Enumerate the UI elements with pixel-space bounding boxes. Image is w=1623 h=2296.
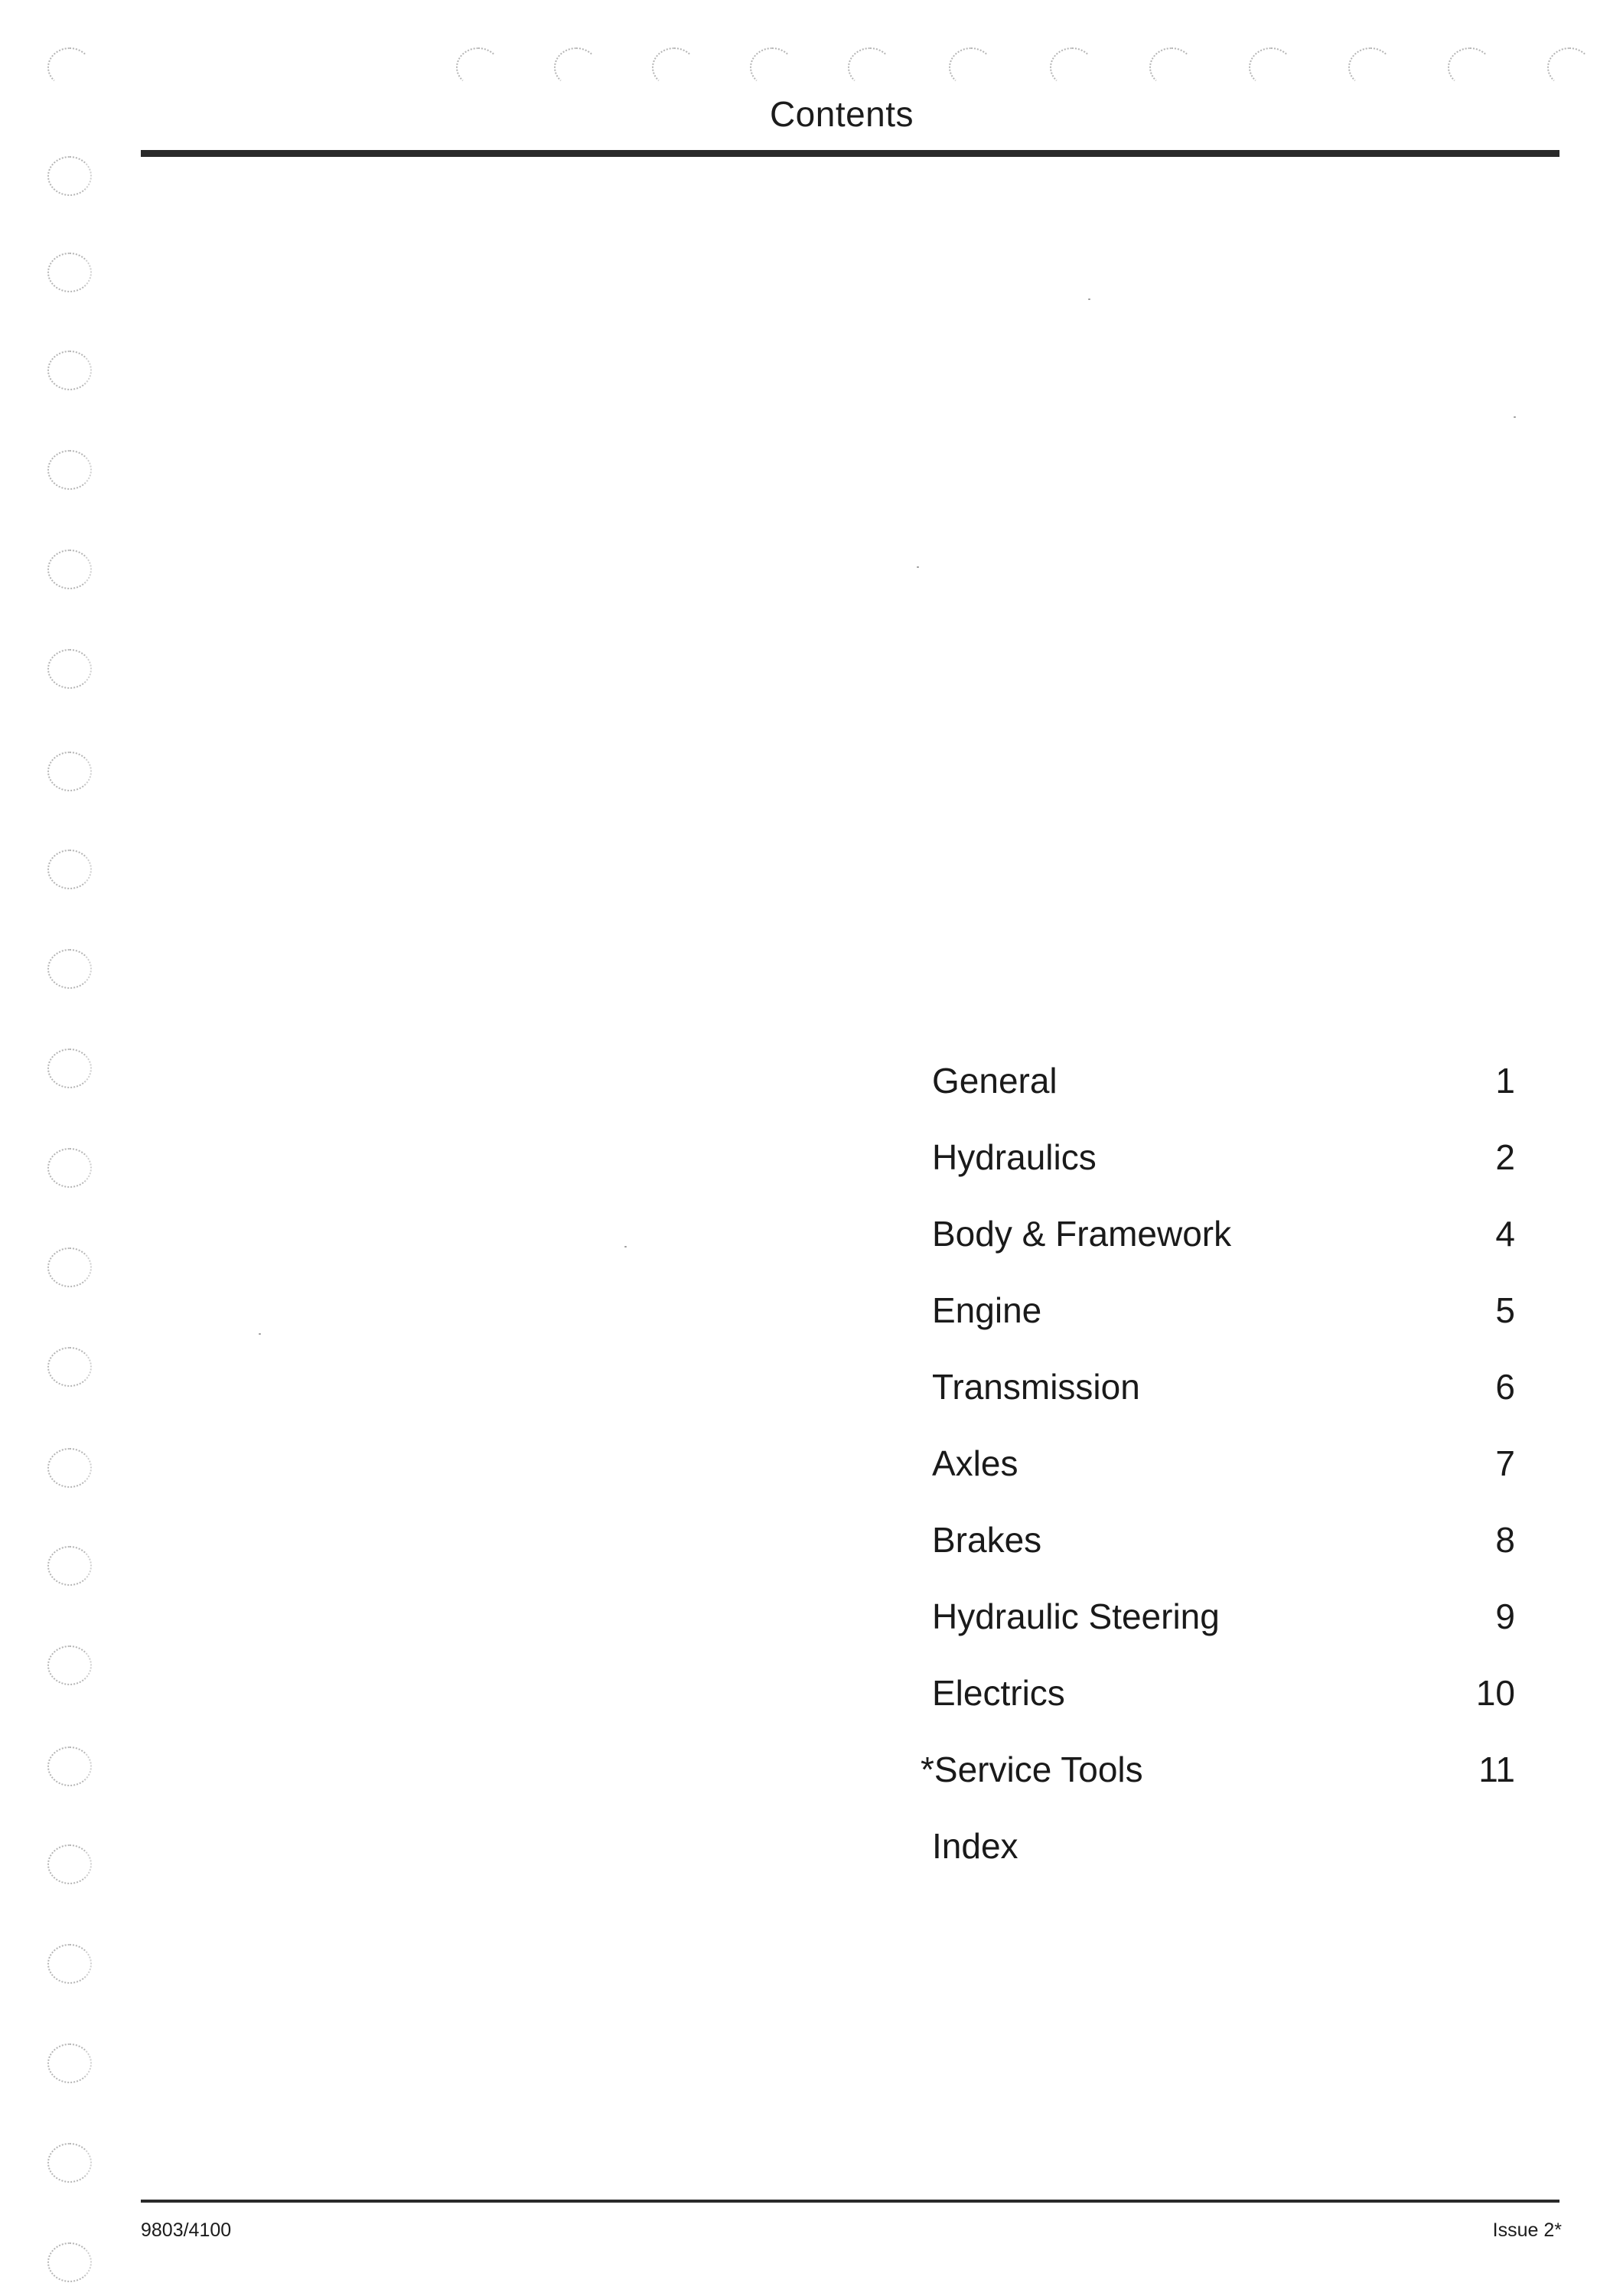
document-number: 9803/4100 bbox=[141, 2219, 232, 2241]
punch-hole-left bbox=[47, 850, 92, 889]
section-number: 8 bbox=[1495, 1520, 1515, 1560]
issue-label: Issue 2* bbox=[1492, 2219, 1562, 2241]
punch-hole-top bbox=[848, 47, 892, 87]
section-title: Brakes bbox=[932, 1520, 1042, 1560]
punch-hole-left bbox=[47, 1944, 92, 1984]
punch-hole-left bbox=[47, 550, 92, 589]
punch-hole-left bbox=[47, 156, 92, 196]
contents-list bbox=[918, 1042, 1515, 1884]
contents-entry-index bbox=[918, 1808, 1515, 1884]
punch-hole-left bbox=[47, 949, 92, 989]
punch-hole-top bbox=[47, 47, 92, 87]
scan-speck bbox=[1088, 298, 1090, 300]
section-number: 6 bbox=[1495, 1367, 1515, 1407]
section-title: Body & Framework bbox=[932, 1214, 1232, 1254]
section-number: 11 bbox=[1478, 1750, 1515, 1789]
page-title: Contents bbox=[769, 94, 914, 134]
section-number: 10 bbox=[1475, 1673, 1515, 1713]
section-title: Electrics bbox=[932, 1673, 1065, 1713]
contents-entry-body-framework bbox=[918, 1195, 1515, 1272]
punch-hole-left bbox=[47, 1844, 92, 1884]
header-rule bbox=[141, 150, 1559, 157]
contents-entry-engine bbox=[918, 1272, 1515, 1349]
punch-hole-top bbox=[1149, 47, 1194, 87]
punch-hole-left bbox=[47, 1347, 92, 1387]
punch-hole-left bbox=[47, 1247, 92, 1287]
punch-hole-top bbox=[1448, 47, 1492, 87]
punch-hole-left bbox=[47, 1049, 92, 1088]
punch-hole-left bbox=[47, 450, 92, 490]
section-number: 1 bbox=[1495, 1061, 1515, 1101]
scan-speck bbox=[1514, 416, 1516, 418]
section-title: Index bbox=[932, 1826, 1018, 1866]
section-number: 5 bbox=[1495, 1290, 1515, 1330]
punch-hole-top bbox=[1348, 47, 1393, 87]
punch-hole-left bbox=[47, 2143, 92, 2183]
punch-hole-left bbox=[47, 351, 92, 390]
contents-entry-brakes bbox=[918, 1502, 1515, 1578]
punch-hole-top bbox=[652, 47, 696, 87]
contents-entry-hydraulics bbox=[918, 1119, 1515, 1195]
contents-entry-general bbox=[918, 1042, 1515, 1119]
contents-entry-transmission bbox=[918, 1349, 1515, 1425]
punch-hole-left bbox=[47, 1746, 92, 1786]
section-title: Axles bbox=[932, 1443, 1018, 1483]
punch-hole-left bbox=[47, 649, 92, 689]
scan-speck bbox=[259, 1333, 261, 1335]
section-title: *Service Tools bbox=[921, 1750, 1143, 1789]
footer-rule bbox=[141, 2200, 1559, 2203]
punch-hole-top bbox=[949, 47, 993, 87]
punch-hole-left bbox=[47, 1645, 92, 1685]
contents-entry-service-tools bbox=[918, 1731, 1515, 1808]
scan-speck bbox=[917, 566, 919, 568]
punch-hole-top bbox=[1547, 47, 1592, 87]
punch-hole-left bbox=[47, 1546, 92, 1586]
section-title: Hydraulics bbox=[932, 1137, 1097, 1177]
punch-hole-left bbox=[47, 1148, 92, 1188]
section-title: Transmission bbox=[932, 1367, 1140, 1407]
section-number: 2 bbox=[1495, 1137, 1515, 1177]
punch-hole-left bbox=[47, 2043, 92, 2083]
contents-entry-axles bbox=[918, 1425, 1515, 1502]
section-number: 4 bbox=[1495, 1214, 1515, 1254]
punch-hole-top bbox=[1249, 47, 1293, 87]
punch-hole-top bbox=[554, 47, 598, 87]
punch-hole-left bbox=[47, 752, 92, 791]
punch-hole-top bbox=[456, 47, 500, 87]
section-number: 7 bbox=[1495, 1443, 1515, 1483]
section-title: Hydraulic Steering bbox=[932, 1596, 1220, 1636]
contents-entry-electrics bbox=[918, 1655, 1515, 1731]
punch-hole-top bbox=[750, 47, 794, 87]
punch-hole-top bbox=[1050, 47, 1094, 87]
punch-hole-left bbox=[47, 253, 92, 292]
scan-speck bbox=[624, 1246, 627, 1247]
punch-hole-left bbox=[47, 2242, 92, 2282]
punch-hole-left bbox=[47, 1448, 92, 1488]
contents-entry-hydraulic-steering bbox=[918, 1578, 1515, 1655]
section-title: Engine bbox=[932, 1290, 1042, 1330]
section-title: General bbox=[932, 1061, 1058, 1101]
section-number: 9 bbox=[1495, 1596, 1515, 1636]
